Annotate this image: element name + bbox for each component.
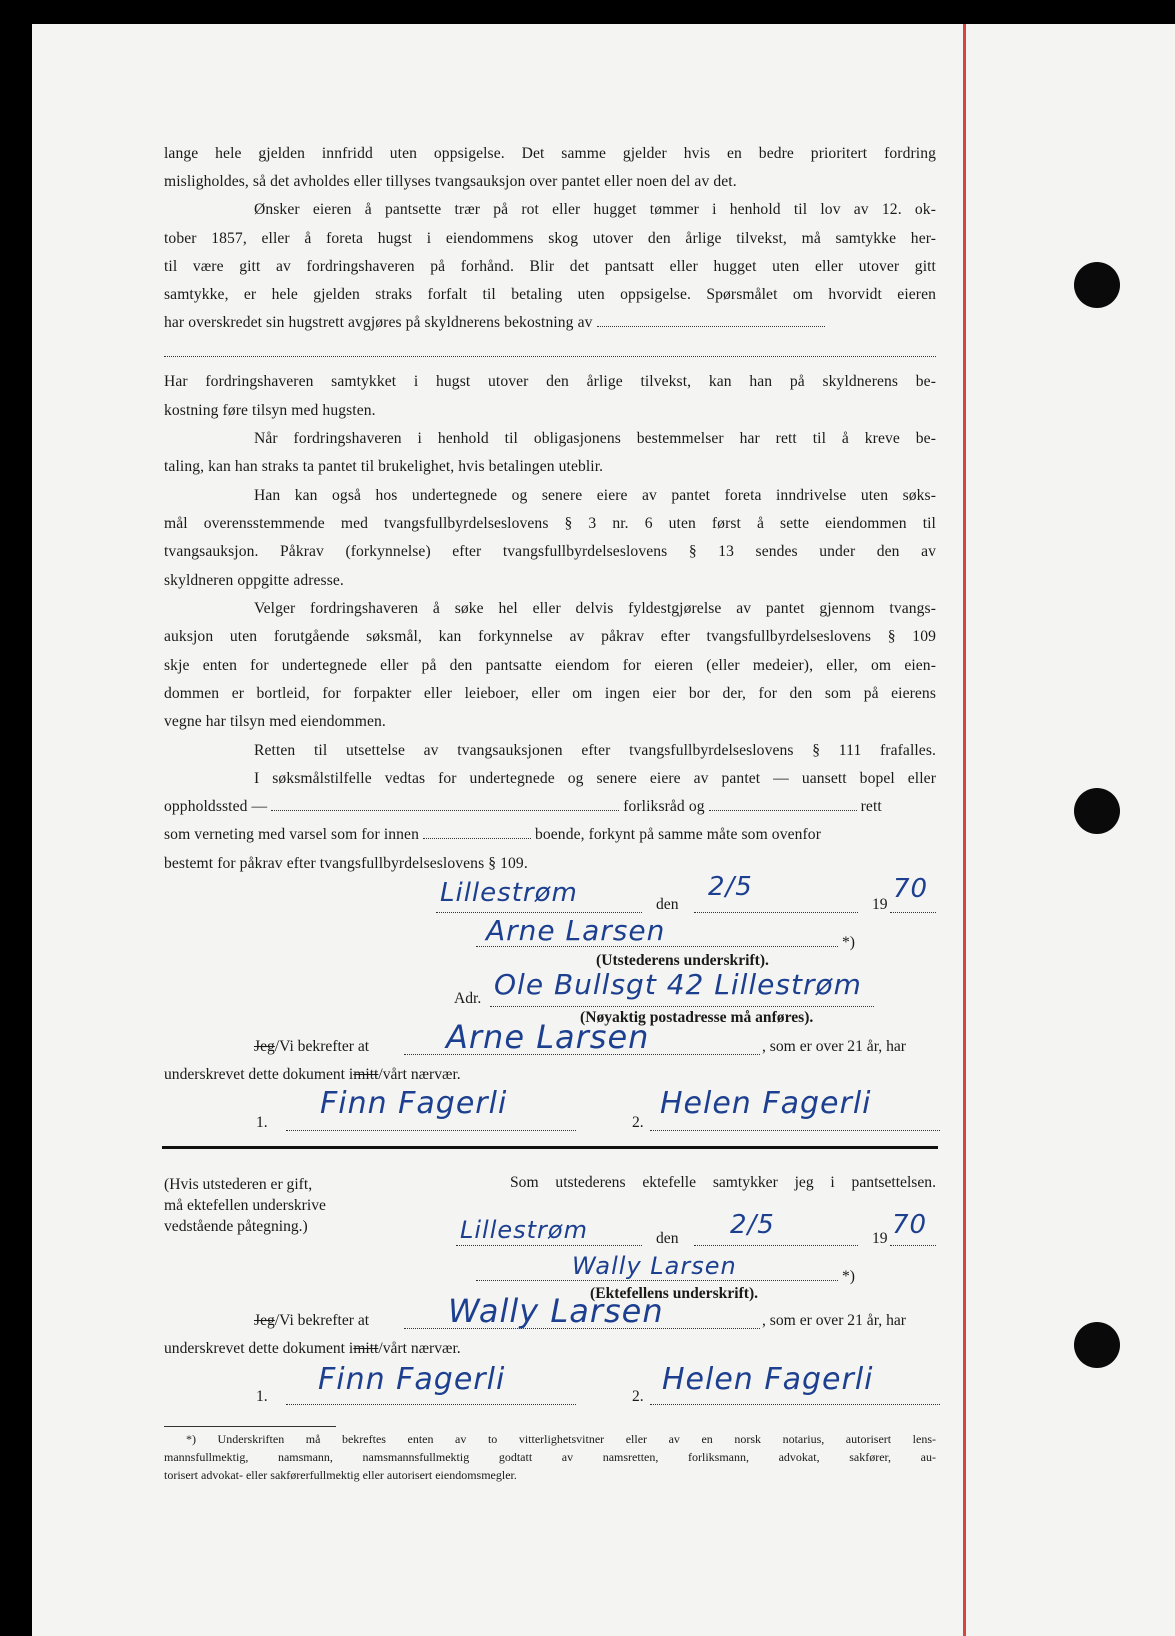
over21-text: , som er over 21 år, har <box>762 1312 906 1329</box>
footnote-marker: *) <box>842 934 855 951</box>
text-line: har overskredet sin hugstrett avgjøres på skyldnerens bekostning av <box>164 314 936 332</box>
witness-1-signature: Finn Fagerli <box>318 1362 506 1397</box>
issuer-signature: Arne Larsen <box>486 914 666 947</box>
text-line: tober 1857, eller å foreta hugst i eiendommens skog utover den årlige tilvekst, må samtykke her- <box>164 230 936 247</box>
underskrevet-text: underskrevet dette dokument imitt/vårt nærvær. <box>164 1066 461 1083</box>
signature-caption: (Utstederens underskrift). <box>596 952 769 969</box>
footnote-line: *) Underskriften må bekreftes enten av to vitterlighetsvitner eller av en norsk notarius, autorisert lens- <box>186 1432 936 1446</box>
year-prefix: 19 <box>872 896 888 913</box>
witness-number-1: 1. <box>256 1388 268 1405</box>
witness-2-line <box>650 1130 940 1131</box>
witness-1-line <box>286 1130 576 1131</box>
year-handwriting: 70 <box>893 874 929 904</box>
punch-hole-bottom <box>1074 1322 1120 1368</box>
den-label: den <box>656 896 679 913</box>
witness-number-2: 2. <box>632 1388 644 1405</box>
witness-name-handwriting: Wally Larsen <box>448 1292 664 1330</box>
spouse-place-handwriting: Lillestrøm <box>460 1216 588 1244</box>
text-line: skje enten for undertegnede eller på den pantsatte eiendom for eieren (eller medeier), eller, om eien- <box>164 657 936 674</box>
date-line <box>694 1245 858 1246</box>
punch-hole-middle <box>1074 788 1120 834</box>
text-line: oppholdssted — forliksråd og rett <box>164 798 882 815</box>
witness-2-line <box>650 1404 940 1405</box>
address-caption: (Nøyaktig postadresse må anføres). <box>580 1009 814 1026</box>
text-line: tvangsauksjon. Påkrav (forkynnelse) efter tvangsfullbyrdelseslovens § 13 sendes under den av <box>164 543 936 560</box>
witness-2-signature: Helen Fagerli <box>662 1362 874 1397</box>
date-handwriting: 2/5 <box>708 872 753 902</box>
address-line <box>490 1006 874 1007</box>
witness-name-handwriting: Arne Larsen <box>446 1018 650 1056</box>
text-line: lange hele gjelden innfridd uten oppsigelse. Det samme gjelder hvis en bedre prioritert fordring <box>164 145 936 162</box>
footnote-rule <box>164 1426 336 1427</box>
address-handwriting: Ole Bullsgt 42 Lillestrøm <box>494 968 862 1001</box>
signature-line <box>476 1280 838 1281</box>
year-line <box>890 912 936 913</box>
text-line: auksjon uten forutgående søksmål, kan forkynnelse av påkrav efter tvangsfullbyrdelseslovens § 109 <box>164 628 936 645</box>
text-line: til være gitt av fordringshaveren på forhånd. Blir det pantsatt eller hugget uten eller utover gitt <box>164 258 936 275</box>
text-line: I søksmålstilfelle vedtas for undertegnede og senere eiere av pantet — uansett bopel eller <box>254 770 936 787</box>
punch-hole-top <box>1074 262 1120 308</box>
footnote-marker: *) <box>842 1268 855 1285</box>
text-line: Velger fordringshaveren å søke hel eller delvis fyldestgjørelse av pantet gjennom tvangs- <box>254 600 936 617</box>
text-line: taling, kan han straks ta pantet til brukelighet, hvis betalingen uteblir. <box>164 458 604 475</box>
text-line: bestemt for påkrav efter tvangsfullbyrdelseslovens § 109. <box>164 855 528 872</box>
dotted-fill-line <box>597 314 825 327</box>
text-line: Retten til utsettelse av tvangsauksjonen efter tvangsfullbyrdelseslovens § 111 frafalles. <box>254 742 936 759</box>
text-line: Han kan også hos undertegnede og senere eiere av pantet foreta inndrivelse uten søks- <box>254 487 936 504</box>
text-line: mål overensstemmende med tvangsfullbyrdelseslovens § 3 nr. 6 uten først å sette eiendommen til <box>164 515 936 532</box>
over21-text: , som er over 21 år, har <box>762 1038 906 1055</box>
text-line: vegne har tilsyn med eiendommen. <box>164 713 386 730</box>
spouse-year-handwriting: 70 <box>892 1210 928 1240</box>
spouse-date-handwriting: 2/5 <box>730 1210 775 1240</box>
witness-number-1: 1. <box>256 1114 268 1131</box>
witness-confirm-line: Jeg/Vi bekrefter at <box>254 1038 370 1055</box>
text-line: Når fordringshaveren i henhold til obligasjonens bestemmelser har rett til å kreve be- <box>254 430 936 447</box>
footnote-line: mannsfullmektig, namsmann, namsmannsfullmektig godtatt av namsretten, forliksmann, advokat, sakfører, au- <box>164 1450 936 1464</box>
year-line <box>890 1245 936 1246</box>
place-line <box>456 1245 642 1246</box>
spouse-consent: Som utstederens ektefelle samtykker jeg i pantsettelsen. <box>510 1174 936 1191</box>
witness-1-line <box>286 1404 576 1405</box>
witness-1-signature: Finn Fagerli <box>320 1086 508 1121</box>
text-line: dommen er bortleid, for forpakter eller leieboer, eller om ingen eier bor der, for den som på eierens <box>164 685 936 702</box>
text-line: kostning føre tilsyn med hugsten. <box>164 402 376 419</box>
witness-confirm-line: Jeg/Vi bekrefter at <box>254 1312 370 1329</box>
dotted-fill-line <box>164 356 936 357</box>
underskrevet-text: underskrevet dette dokument imitt/vårt nærvær. <box>164 1340 461 1357</box>
red-margin-line <box>963 24 966 1636</box>
text-line: Ønsker eieren å pantsette trær på rot eller hugget tømmer i henhold til lov av 12. ok- <box>254 201 936 218</box>
witness-2-signature: Helen Fagerli <box>660 1086 872 1121</box>
year-prefix: 19 <box>872 1230 888 1247</box>
address-label: Adr. <box>454 990 482 1007</box>
spouse-signature-caption: (Ektefellens underskrift). <box>590 1285 759 1302</box>
spouse-note: (Hvis utstederen er gift, må ektefellen underskrive vedstående påtegning.) <box>164 1176 326 1235</box>
text-line: som verneting med varsel som for innen boende, forkynt på samme måte som ovenfor <box>164 826 821 843</box>
section-divider <box>162 1146 938 1149</box>
den-label: den <box>656 1230 679 1247</box>
place-line <box>436 912 642 913</box>
spouse-signature: Wally Larsen <box>572 1252 737 1280</box>
place-handwriting: Lillestrøm <box>440 878 578 908</box>
date-line <box>694 912 858 913</box>
text-line: skyldneren oppgitte adresse. <box>164 572 344 589</box>
text-line: misligholdes, så det avholdes eller tillyses tvangsauksjon over pantet eller noen del av det. <box>164 173 737 190</box>
text-line: samtykke, er hele gjelden straks forfalt til betaling uten oppsigelse. Spørsmålet om hvorvidt eieren <box>164 286 936 303</box>
footnote-line: torisert advokat- eller sakførerfullmektig eller autorisert eiendomsmegler. <box>164 1468 517 1482</box>
witness-number-2: 2. <box>632 1114 644 1131</box>
text-line: Har fordringshaveren samtykket i hugst utover den årlige tilvekst, kan han på skyldnerens be- <box>164 373 936 390</box>
